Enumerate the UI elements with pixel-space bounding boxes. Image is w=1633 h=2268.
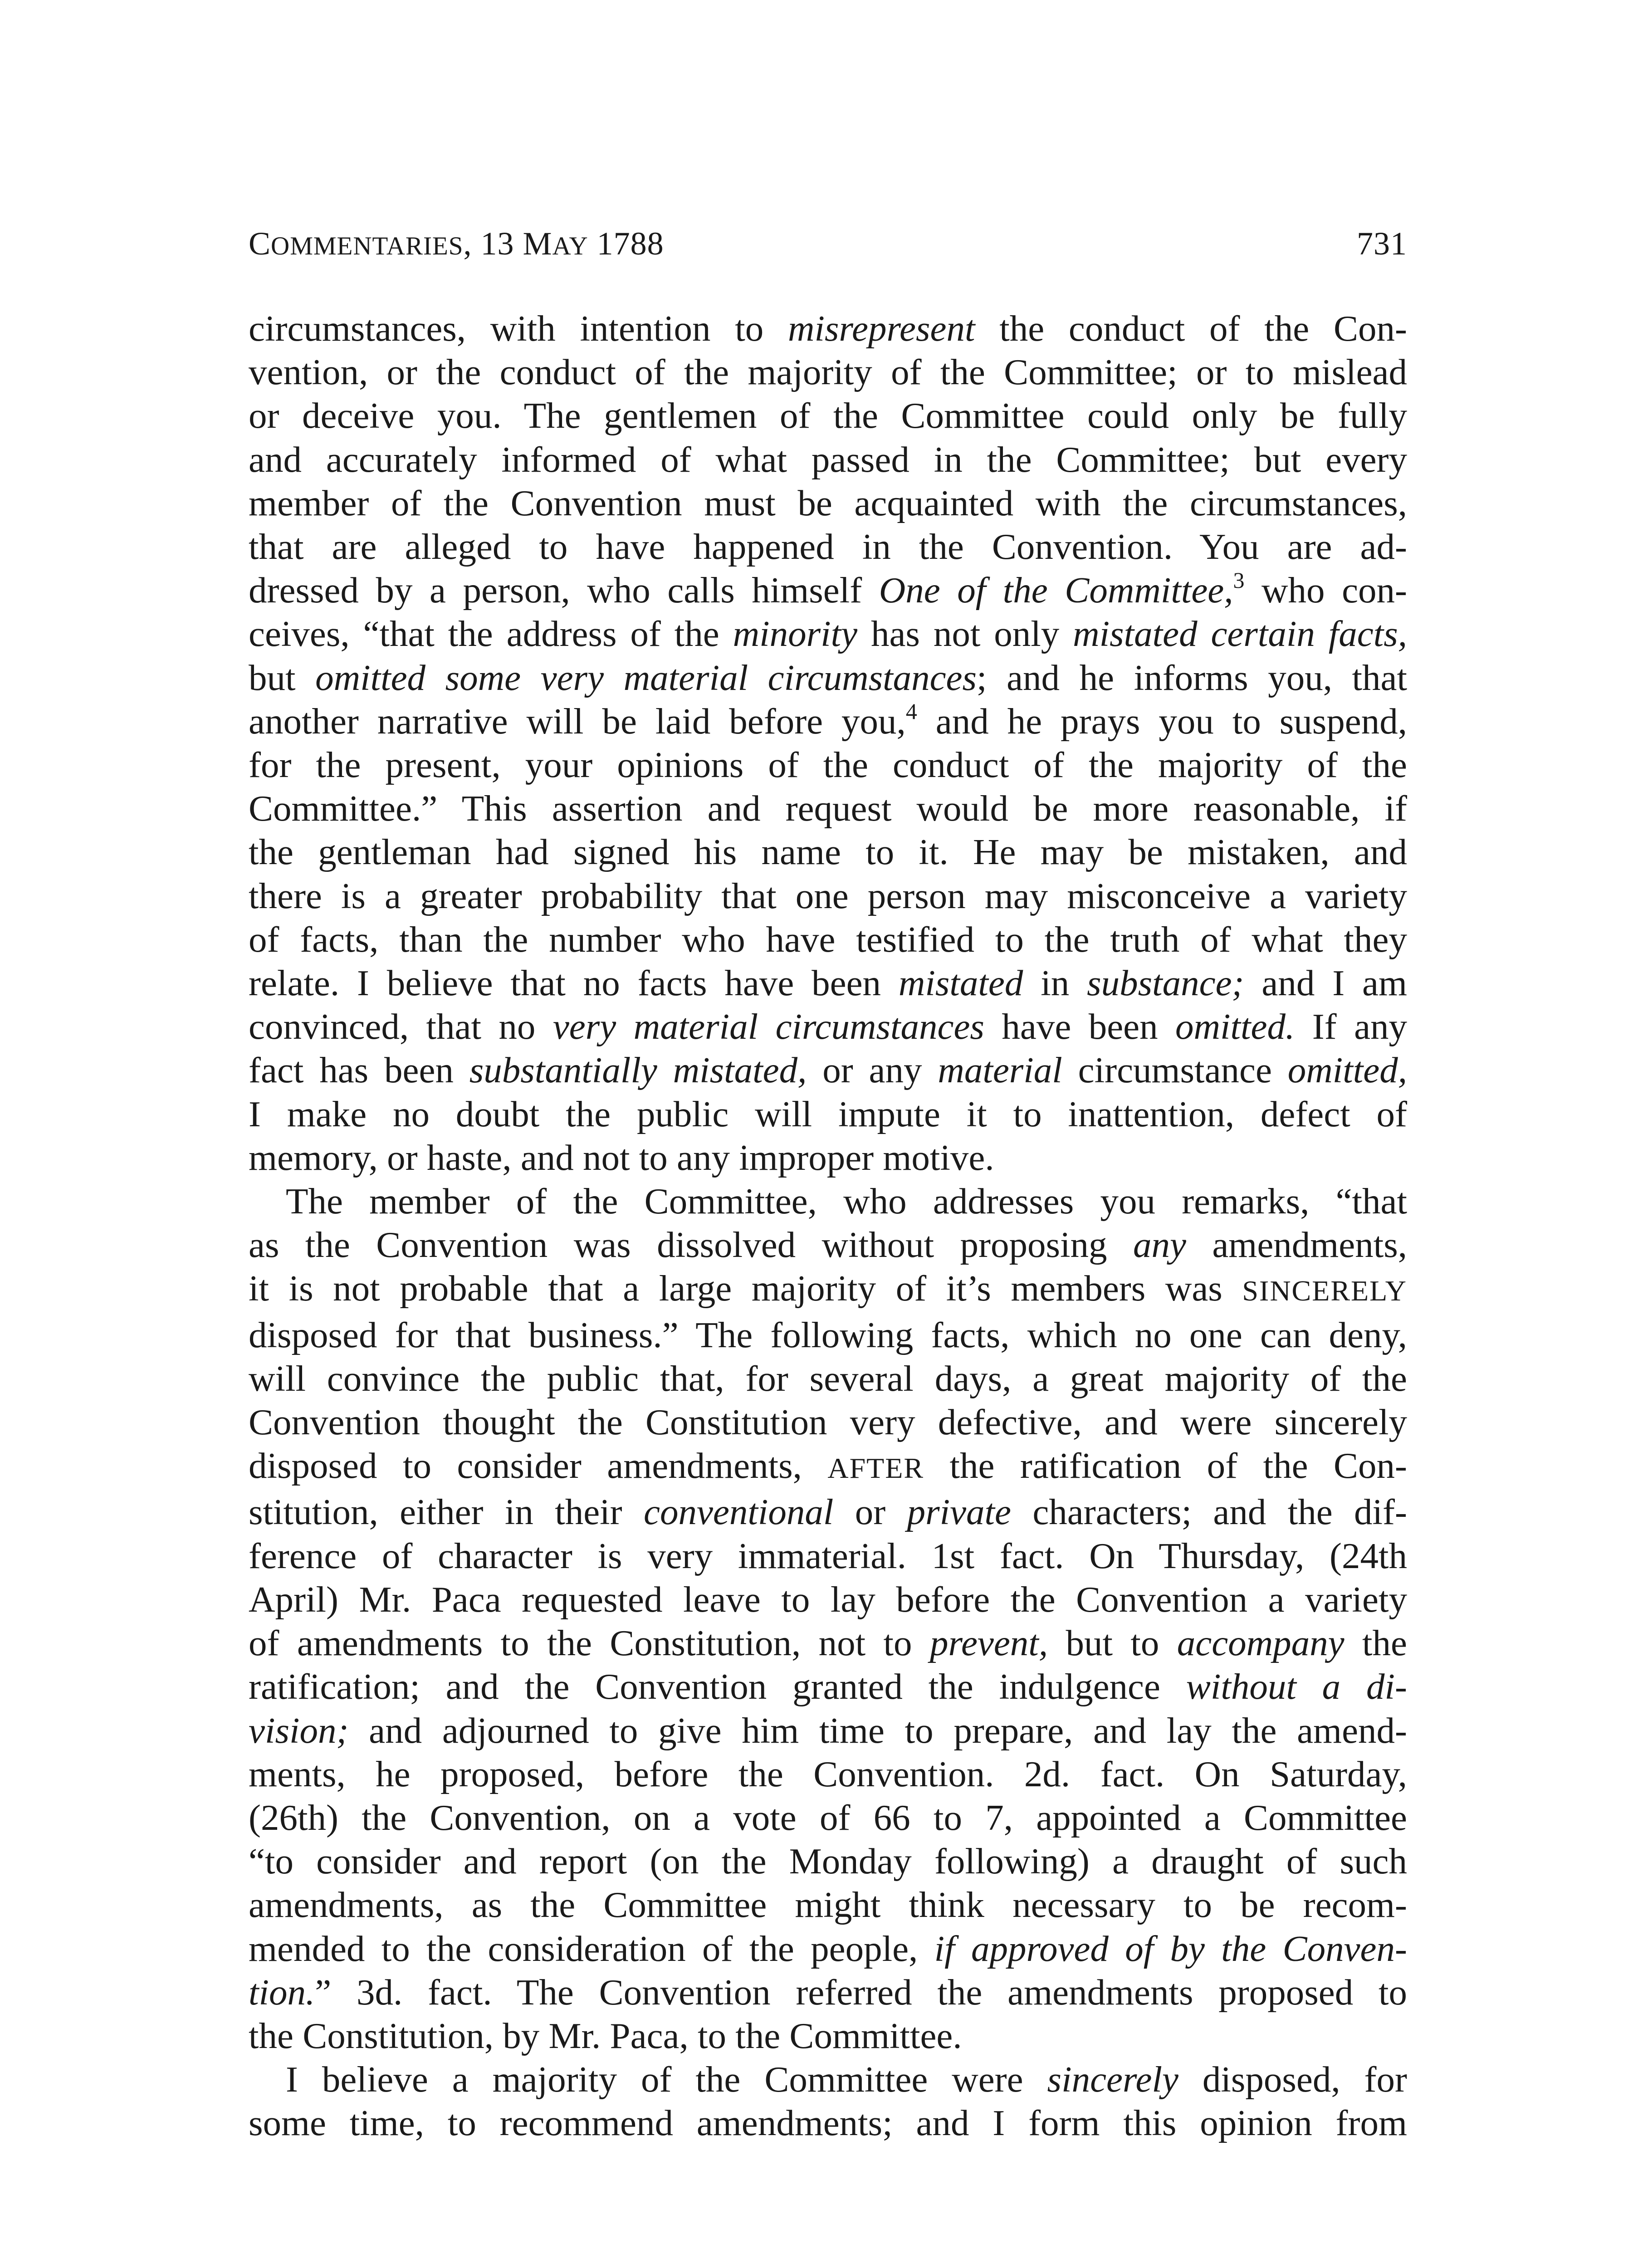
running-head-title: COMMENTARIES, 13 MAY 1788 — [249, 225, 664, 262]
text-line: but omitted some very material circumstances; and he informs you, that — [249, 657, 1407, 698]
text-line: ratification; and the Convention granted the indulgence without a di- — [249, 1666, 1407, 1707]
text-line: the Constitution, by Mr. Paca, to the Committee. — [249, 2015, 962, 2056]
text-line: stitution, either in their conventional or private characters; and the dif- — [249, 1491, 1407, 1533]
text-line: I believe a majority of the Committee were sincerely disposed, for — [286, 2059, 1407, 2100]
text-line: dressed by a person, who calls himself One of the Committee,$^3$ who con- — [249, 567, 1408, 611]
text-line: I make no doubt the public will impute it to inattention, defect of — [249, 1093, 1407, 1134]
text-line: mended to the consideration of the people, if approved of by the Conven- — [249, 1928, 1407, 1969]
text-line: will convince the public that, for several days, a great majority of the — [249, 1358, 1407, 1399]
text-line: memory, or haste, and not to any improper motive. — [249, 1137, 994, 1178]
text-line: convinced, that no very material circumstances have been omitted. If any — [249, 1006, 1408, 1047]
text-line: ceives, “that the address of the minority has not only mistated certain facts, — [249, 613, 1407, 655]
text-line: fact has been substantially mistated, or any material circumstance omitted, — [249, 1050, 1407, 1091]
text-line: it is not probable that a large majority of it’s members was SINCERELY — [249, 1268, 1407, 1309]
text-line: vision; and adjourned to give him time to prepare, and lay the amend- — [249, 1710, 1407, 1751]
text-line: April) Mr. Paca requested leave to lay before the Convention a variety — [249, 1579, 1407, 1620]
text-line: Committee.” This assertion and request would be more reasonable, if — [249, 788, 1407, 829]
text-line: there is a greater probability that one person may misconceive a variety — [249, 875, 1407, 916]
text-line: The member of the Committee, who addresses you remarks, “that — [286, 1181, 1407, 1222]
text-line: vention, or the conduct of the majority of the Committee; or to mislead — [249, 352, 1407, 393]
text-line: the gentleman had signed his name to it. He may be mistaken, and — [249, 831, 1407, 873]
text-line: another narrative will be laid before you,$^4$ and he prays you to suspend, — [249, 698, 1407, 742]
running-head — [249, 225, 1407, 270]
text-line: ference of character is very immaterial. 1st fact. On Thursday, (24th — [249, 1535, 1407, 1576]
text-line: some time, to recommend amendments; and I form this opinion from — [249, 2102, 1407, 2144]
text-line: (26th) the Convention, on a vote of 66 to 7, appointed a Committee — [249, 1797, 1407, 1838]
text-line: relate. I believe that no facts have been mistated in substance; and I am — [249, 963, 1407, 1004]
text-line: amendments, as the Committee might think necessary to be recom- — [249, 1884, 1407, 1926]
text-line: of amendments to the Constitution, not to prevent, but to accompany the — [249, 1623, 1407, 1664]
body-text — [249, 307, 1407, 2145]
text-line: and accurately informed of what passed in the Committee; but every — [249, 439, 1407, 480]
text-line: disposed for that business.” The following facts, which no one can deny, — [249, 1314, 1407, 1355]
text-line: circumstances, with intention to misrepresent the conduct of the Con- — [249, 308, 1407, 349]
footnote-ref: 3 — [1233, 567, 1245, 593]
text-line: that are alleged to have happened in the Convention. You are ad- — [249, 526, 1407, 567]
text-line: disposed to consider amendments, AFTER the ratification of the Con- — [249, 1445, 1407, 1486]
text-line: Convention thought the Constitution very defective, and were sincerely — [249, 1402, 1407, 1443]
text-line: member of the Convention must be acquainted with the circumstances, — [249, 482, 1407, 523]
text-line: for the present, your opinions of the conduct of the majority of the — [249, 744, 1407, 786]
text-line: as the Convention was dissolved without proposing any amendments, — [249, 1224, 1407, 1266]
footnote-ref: 4 — [905, 698, 917, 724]
text-line: tion.” 3d. fact. The Convention referred the amendments proposed to — [249, 1971, 1407, 2013]
text-line: ments, he proposed, before the Convention. 2d. fact. On Saturday, — [249, 1753, 1407, 1794]
text-line: “to consider and report (on the Monday following) a draught of such — [249, 1841, 1407, 1882]
text-line: or deceive you. The gentlemen of the Committee could only be fully — [249, 395, 1407, 436]
text-line: of facts, than the number who have testified to the truth of what they — [249, 919, 1407, 960]
page-number: 731 — [1357, 225, 1407, 262]
